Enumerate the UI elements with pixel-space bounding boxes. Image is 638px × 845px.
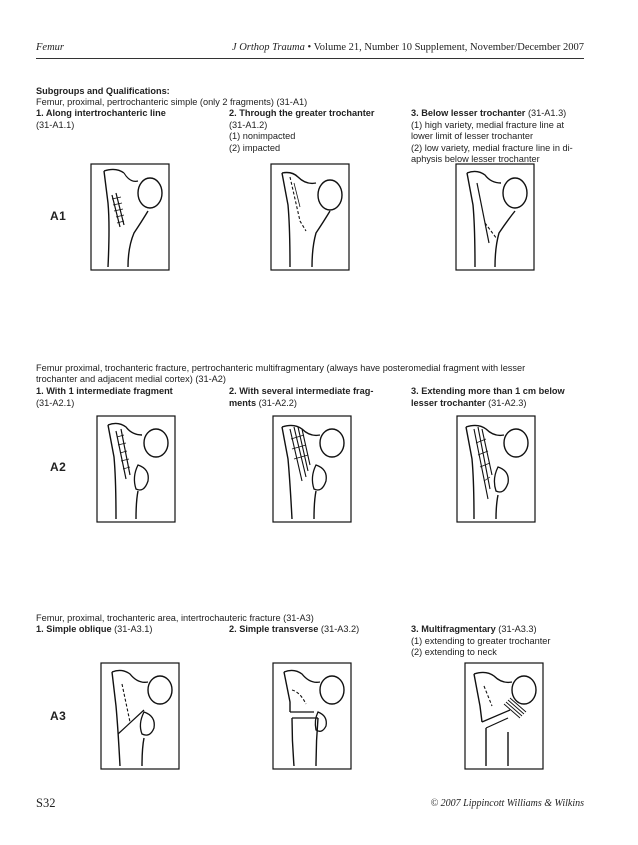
group-a2-description-line-2: trochanter and adjacent medial cortex) (31-A2) — [36, 374, 226, 384]
group-a3-label: A3 — [50, 709, 67, 723]
group-a2-subgroup-3 — [411, 386, 589, 409]
subgroup-code: (31-A3.1) — [111, 624, 153, 634]
subgroup-line: (2) low variety, medial fracture line in di- — [411, 142, 573, 153]
group-a3-description: Femur, proximal, trochanteric area, intertrochauteric fracture (31-A3) — [36, 613, 314, 623]
group-a3-subgroup-1 — [36, 624, 214, 636]
subgroup-line: (31-A1.1) — [36, 119, 75, 130]
subgroup-title: 1. With 1 intermediate fragment — [36, 386, 173, 396]
figure-a2-2 — [272, 415, 352, 523]
subgroup-code: (31-A3.2) — [318, 624, 360, 634]
subgroup-title: 3. Extending more than 1 cm below — [411, 386, 565, 396]
subgroup-line: aphysis below lesser trochanter — [411, 154, 540, 165]
subgroup-line: (1) extending to greater trochanter — [411, 635, 551, 646]
group-a1-subgroup-1 — [36, 108, 214, 131]
subgroup-line: (2) impacted — [229, 142, 281, 153]
group-a2-subgroup-1 — [36, 386, 214, 409]
figure-a1-3 — [455, 163, 535, 271]
journal-issue: • Volume 21, Number 10 Supplement, November/December 2007 — [304, 42, 584, 53]
page-footer — [36, 796, 584, 814]
subgroup-code: (31-A1.3) — [525, 108, 567, 118]
journal-citation — [232, 42, 584, 53]
subgroup-title: 2. With several intermediate frag- — [229, 386, 374, 396]
subgroup-title-continued: ments — [229, 397, 257, 408]
header-rule — [36, 58, 584, 59]
group-a3-subgroup-2 — [229, 624, 407, 636]
group-a1-subgroup-2 — [229, 108, 407, 154]
subgroups-title: Subgroups and Qualifications: — [36, 86, 170, 96]
figure-a2-3 — [456, 415, 536, 523]
subgroup-line: (31-A2.1) — [36, 397, 75, 408]
section-name: Femur — [36, 42, 64, 53]
subgroup-line: (1) nonimpacted — [229, 131, 296, 142]
subgroup-line: (1) high variety, medial fracture line at — [411, 119, 565, 130]
group-a1-description: Femur, proximal, pertrochanteric simple (only 2 fragments) (31-A1) — [36, 97, 308, 107]
figure-a3-2 — [272, 662, 352, 770]
subgroup-title: 1. Simple oblique — [36, 624, 112, 634]
subgroup-title-continued: lesser trochanter — [411, 397, 486, 408]
subgroup-title: 1. Along intertrochanteric line — [36, 108, 166, 118]
subgroup-code: (31-A2.3) — [485, 397, 527, 408]
copyright: © 2007 Lippincott Williams & Wilkins — [430, 798, 584, 809]
subgroup-title: 3. Below lesser trochanter — [411, 108, 526, 118]
running-header — [36, 40, 584, 58]
figure-a1-2 — [270, 163, 350, 271]
page-number: S32 — [36, 796, 56, 810]
group-a1-subgroup-3 — [411, 108, 589, 166]
subgroup-code: (31-A3.3) — [495, 624, 537, 634]
subgroup-title: 2. Through the greater trochanter — [229, 108, 375, 118]
subgroup-line: lower limit of lesser trochanter — [411, 131, 534, 142]
group-a3-subgroup-3 — [411, 624, 589, 659]
figure-a2-1 — [96, 415, 176, 523]
group-a2-subgroup-2 — [229, 386, 407, 409]
subgroup-line: (2) extending to neck — [411, 647, 497, 658]
subgroup-code: (31-A2.2) — [256, 397, 297, 408]
subgroup-title: 2. Simple transverse — [229, 624, 319, 634]
group-a2-description-line-1: Femur proximal, trochanteric fracture, pertrochanteric multifragmentary (always have posteromedial fragment with lesser — [36, 363, 526, 373]
journal-name: J Orthop Trauma — [231, 42, 305, 53]
figure-a1-1 — [90, 163, 170, 271]
subgroup-line: (31-A1.2) — [229, 119, 268, 130]
subgroup-title: 3. Multifragmentary — [411, 624, 496, 634]
group-a1-label: A1 — [50, 209, 67, 223]
figure-a3-3 — [464, 662, 544, 770]
group-a2-label: A2 — [50, 460, 67, 474]
figure-a3-1 — [100, 662, 180, 770]
